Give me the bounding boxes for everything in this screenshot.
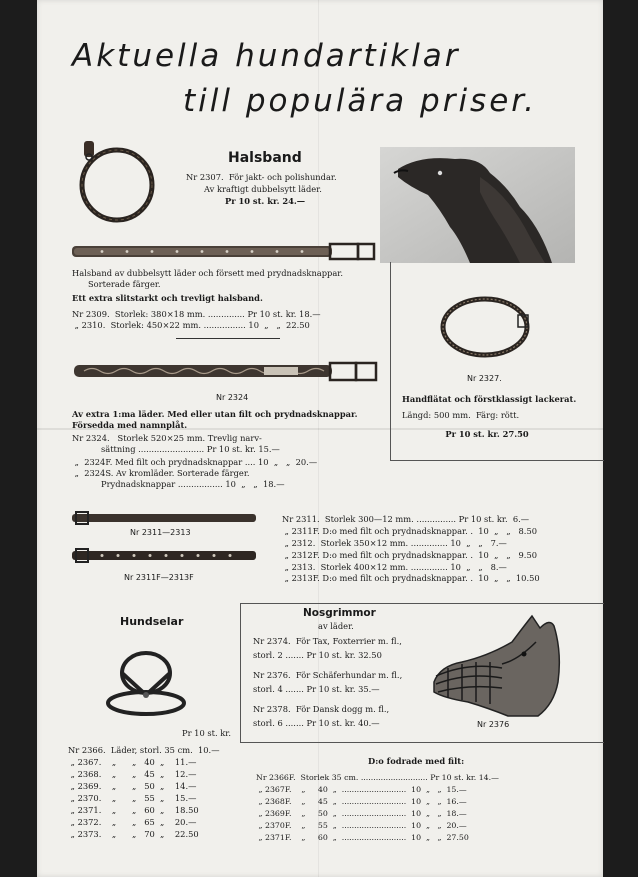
fodrade-row-2367f: „ 2367F. „ 40 „ .......................... 10 „ „ 15.— xyxy=(256,785,467,794)
hundselar-title: Hundselar xyxy=(120,615,184,628)
fodrade-row-2370f: „ 2370F. „ 55 „ .......................... 10 „ „ 20.— xyxy=(256,821,467,830)
muzzle-caption: Nr 2376 xyxy=(477,720,510,729)
nosgrimmor-row-4: Nr 2376. För Schäferhundar m. fl., xyxy=(253,670,403,680)
halsband-title: Halsband xyxy=(228,150,302,166)
halsband-desc-3: Ett extra slitstarkt och trevligt halsband. xyxy=(72,293,263,303)
fodrade-title: D:o fodrade med filt: xyxy=(368,756,465,766)
collar-2324-desc-1: Av extra 1:ma läder. Med eller utan filt och prydnadsknappar. xyxy=(72,409,358,419)
collar-2324-desc-2: Försedda med namnplåt. xyxy=(72,420,188,430)
small-collar-row-2312: „ 2312. Storlek 350×12 mm. .............. 10 „ „ 7.— xyxy=(282,538,507,548)
small-collar-caption-1: Nr 2311—2313 xyxy=(130,528,191,537)
collar-2327-row-2: Längd: 500 mm. Färg: rött. xyxy=(402,410,520,420)
nosgrimmor-row-7: Nr 2378. För Dansk dogg m. fl., xyxy=(253,704,390,714)
collar-2324-row-5: Prydnadsknappar ................. 10 „ „ 18.— xyxy=(72,479,285,489)
braided-collar-image xyxy=(440,295,532,361)
setter-dog-photo xyxy=(380,147,575,263)
halsband-row-2309: Nr 2309. Storlek: 380×18 mm. .............. Pr 10 st. kr. 18.— xyxy=(72,309,321,319)
hundselar-row-2367: „ 2367. „ „ 40 „ 11.— xyxy=(68,757,197,767)
collar-2324-row-1: Nr 2324. Storlek 520×25 mm. Trevlig narv- xyxy=(72,433,262,443)
title-line-2: till populära priser. xyxy=(183,83,538,119)
fodrade-row-2369f: „ 2369F. „ 50 „ .......................... 10 „ „ 18.— xyxy=(256,809,467,818)
fodrade-row-2371f: „ 2371F. „ 60 „ .......................... 10 „ „ 27.50 xyxy=(256,833,469,842)
hundselar-row-2371: „ 2371. „ „ 60 „ 18.50 xyxy=(68,805,199,815)
nosgrimmor-row-8: storl. 6 ....... Pr 10 st. kr. 40.— xyxy=(253,718,380,728)
hundselar-row-2368: „ 2368. „ „ 45 „ 12.— xyxy=(68,769,197,779)
fold-crease-vertical xyxy=(318,0,319,877)
muzzle-dog-image xyxy=(428,612,566,718)
collar-2327-row-1: Handflätat och förstklassigt lackerat. xyxy=(402,394,577,404)
hundselar-row-2370: „ 2370. „ „ 55 „ 15.— xyxy=(68,793,197,803)
round-collar-image xyxy=(76,135,158,227)
collar-2327-caption: Nr 2327. xyxy=(467,374,502,383)
halsband-intro-price: Pr 10 st. kr. 24.— xyxy=(225,196,306,206)
halsband-desc-2: Sorterade färger. xyxy=(88,279,161,289)
hundselar-row-2369: „ 2369. „ „ 50 „ 14.— xyxy=(68,781,197,791)
halsband-intro-1: Nr 2307. För jakt- och polishundar. xyxy=(186,172,337,182)
collar-2324-row-2: sättning ......................... Pr 10 st. kr. 15.— xyxy=(72,444,280,454)
nosgrimmor-row-1: Nr 2374. För Tax, Foxterrier m. fl., xyxy=(253,636,402,646)
fodrade-row-2366f: Nr 2366F. Storlek 35 cm. ........................... Pr 10 st. kr. 14.— xyxy=(256,773,499,782)
collar-2324-caption: Nr 2324 xyxy=(216,393,249,402)
halsband-desc-1: Halsband av dubbelsytt läder och försett med prydnadsknappar. xyxy=(72,268,343,278)
collar-2324-image xyxy=(74,362,382,382)
collar-2327-row-3: Pr 10 st. kr. 27.50 xyxy=(402,429,529,439)
flat-collar-image xyxy=(72,242,378,262)
small-collar-row-2311f: „ 2311F. D:o med filt och prydnadsknappar. . 10 „ „ 8.50 xyxy=(282,526,538,536)
fodrade-row-2368f: „ 2368F. „ 45 „ .......................... 10 „ „ 16.— xyxy=(256,797,467,806)
nosgrimmor-subtitle: av läder. xyxy=(318,621,354,631)
nosgrimmor-title: Nosgrimmor xyxy=(303,607,376,619)
small-collar-row-2313f: „ 2313F. D:o med filt och prydnadsknappar. . 10 „ „ 10.50 xyxy=(282,573,540,583)
halsband-intro-2: Av kraftigt dubbelsytt läder. xyxy=(204,184,322,194)
hundselar-row-2373: „ 2373. „ „ 70 „ 22.50 xyxy=(68,829,199,839)
nosgrimmor-row-2: storl. 2 ....... Pr 10 st. kr. 32.50 xyxy=(253,650,382,660)
collar-2324-row-4: „ 2324S. Av kromläder. Sorterade färger. xyxy=(72,468,250,478)
small-collar-studded-image xyxy=(72,548,260,564)
nosgrimmor-row-5: storl. 4 ....... Pr 10 st. kr. 35.— xyxy=(253,684,380,694)
hundselar-unit: Pr 10 st. kr. xyxy=(182,728,231,738)
small-collar-image xyxy=(72,512,260,526)
title-line-1: Aktuella hundartiklar xyxy=(72,38,461,74)
hundselar-row-2366: Nr 2366. Läder, storl. 35 cm. 10.— xyxy=(68,745,220,755)
small-collar-caption-2: Nr 2311F—2313F xyxy=(124,573,194,582)
divider xyxy=(176,338,280,339)
harness-image xyxy=(104,645,188,719)
collar-2324-row-3: „ 2324F. Med filt och prydnadsknappar .... 10 „ „ 20.— xyxy=(72,457,318,467)
hundselar-row-2372: „ 2372. „ „ 65 „ 20.— xyxy=(68,817,197,827)
small-collar-row-2313: „ 2313. Storlek 400×12 mm. .............. 10 „ „ 8.— xyxy=(282,562,507,572)
halsband-row-2310: „ 2310. Storlek: 450×22 mm. ................ 10 „ „ 22.50 xyxy=(72,320,310,330)
small-collar-row-2312f: „ 2312F. D:o med filt och prydnadsknappar. . 10 „ „ 9.50 xyxy=(282,550,538,560)
small-collar-row-2311: Nr 2311. Storlek 300—12 mm. ............... Pr 10 st. kr. 6.— xyxy=(282,514,530,524)
